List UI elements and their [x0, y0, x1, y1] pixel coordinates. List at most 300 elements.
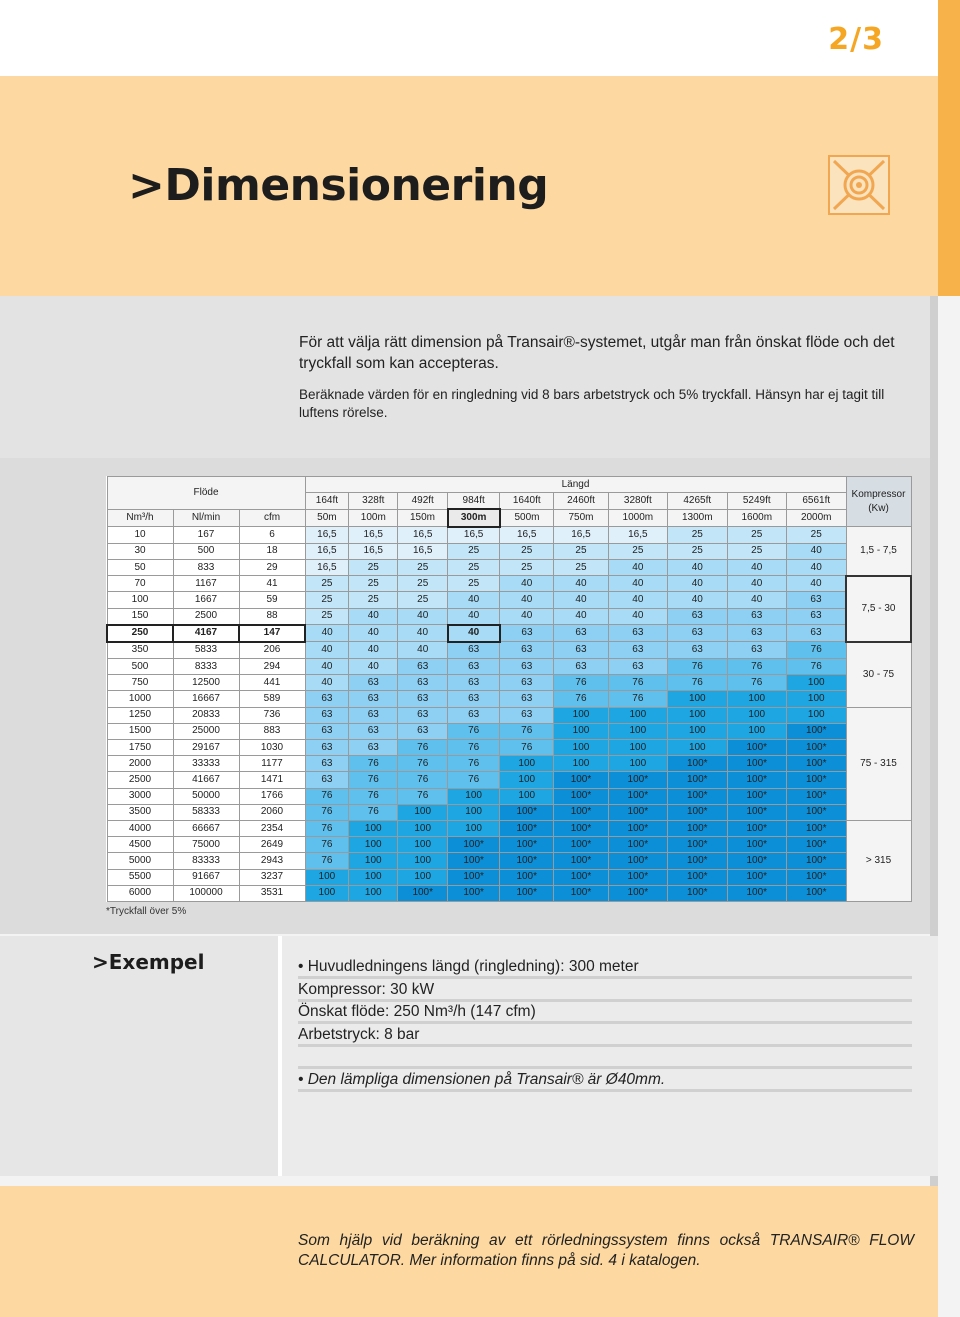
dimension-cell: 40: [500, 592, 554, 608]
dimension-cell: 25: [349, 559, 398, 575]
flow-cell: 2500: [107, 772, 173, 788]
example-line-flow: Önskat flöde: 250 Nm³/h (147 cfm): [298, 1003, 536, 1020]
flow-cell: 6000: [107, 885, 173, 901]
flow-cell: 75000: [173, 837, 239, 853]
dimension-cell: 63: [398, 659, 448, 675]
length-m-header: 2000m: [786, 509, 846, 526]
dimension-cell: 63: [608, 642, 667, 659]
dimension-cell: 16,5: [398, 527, 448, 544]
flow-cell: 3237: [239, 869, 305, 885]
dimension-cell: 100: [786, 675, 846, 691]
dimension-cell: 100*: [668, 885, 727, 901]
example-result: • Den lämpliga dimensionen på Transair® är Ø40mm.: [298, 1071, 666, 1088]
example-line-length: • Huvudledningens längd (ringledning): 300 meter: [298, 958, 639, 975]
flow-cell: 12500: [173, 675, 239, 691]
dimension-cell: 76: [448, 772, 500, 788]
dimension-cell: 40: [727, 576, 786, 592]
dimension-cell: 76: [608, 691, 667, 707]
dimension-cell: 63: [305, 723, 349, 739]
dimension-cell: 25: [668, 543, 727, 559]
dimension-cell: 100*: [668, 756, 727, 772]
table-row: [107, 885, 911, 901]
dimension-cell: 100: [608, 756, 667, 772]
dimension-cell: 40: [398, 625, 448, 642]
compressor-range-cell: 75 - 315: [846, 707, 911, 820]
dimension-cell: 63: [349, 740, 398, 756]
table-row: [107, 592, 911, 608]
dimension-cell: 40: [349, 659, 398, 675]
intro-paragraph: För att välja rätt dimension på Transair®-systemet, utgår man från önskat flöde och det tryckfall som kan accepteras.: [299, 334, 895, 372]
dimension-cell: 76: [305, 820, 349, 836]
dimension-cell: 25: [398, 592, 448, 608]
flow-cell: 1766: [239, 788, 305, 804]
dimension-cell: 100*: [398, 885, 448, 901]
dimension-cell: 100*: [448, 869, 500, 885]
dimension-cell: 40: [554, 592, 608, 608]
calculator-note: Som hjälp vid beräkning av ett rörledningssystem finns också TRANSAIR® FLOW CALCULATOR. Mer information finns på sid. 4 i katalogen.: [298, 1232, 914, 1269]
dimension-cell: 100*: [727, 885, 786, 901]
dimension-cell: 100*: [554, 788, 608, 804]
table-row: [107, 625, 911, 642]
table-row: [107, 853, 911, 869]
dimension-cell: 40: [500, 576, 554, 592]
flow-cell: 70: [107, 576, 173, 592]
dimension-cell: 25: [398, 576, 448, 592]
dimension-cell: 63: [608, 659, 667, 675]
page-title: >Dimensionering: [128, 160, 549, 211]
dimension-cell: 100*: [786, 723, 846, 739]
dimension-cell: 76: [448, 740, 500, 756]
dimension-cell: 25: [305, 576, 349, 592]
dimension-cell: 25: [305, 592, 349, 608]
dimension-cell: 100: [668, 707, 727, 723]
length-m-header: 50m: [305, 509, 349, 526]
dimension-cell: 16,5: [398, 543, 448, 559]
dimension-cell: 25: [608, 543, 667, 559]
dimension-cell: 100: [349, 837, 398, 853]
dimension-cell: 16,5: [500, 527, 554, 544]
dimension-cell: 40: [786, 576, 846, 592]
flow-cell: 4000: [107, 820, 173, 836]
dimension-cell: 100*: [786, 788, 846, 804]
dimension-cell: 40: [349, 608, 398, 625]
dimension-cell: 100: [349, 853, 398, 869]
dimension-cell: 25: [448, 559, 500, 575]
table-row: [107, 559, 911, 575]
dimension-cell: 63: [305, 772, 349, 788]
dimension-cell: 100: [398, 804, 448, 820]
compressor-range-cell: > 315: [846, 820, 911, 901]
dimension-cell: 100: [554, 740, 608, 756]
flow-cell: 1750: [107, 740, 173, 756]
table-footnote: *Tryckfall över 5%: [106, 906, 187, 917]
dimension-cell: 100*: [608, 869, 667, 885]
length-ft-header: 164ft: [305, 493, 349, 510]
dimension-cell: 63: [554, 659, 608, 675]
length-m-header: 300m: [448, 509, 500, 526]
dimension-cell: 100: [349, 820, 398, 836]
table-row: [107, 527, 911, 544]
flow-cell: 83333: [173, 853, 239, 869]
table-row: [107, 740, 911, 756]
flow-cell: 91667: [173, 869, 239, 885]
dimension-cell: 76: [554, 675, 608, 691]
dimension-cell: 63: [305, 691, 349, 707]
dimension-cell: 76: [305, 804, 349, 820]
dimension-cell: 40: [448, 625, 500, 642]
dimension-cell: 100*: [727, 740, 786, 756]
dimension-cell: 63: [448, 675, 500, 691]
dimension-cell: 100*: [727, 804, 786, 820]
dimension-cell: 25: [554, 543, 608, 559]
dimension-cell: 100*: [500, 885, 554, 901]
dimension-cell: 63: [448, 707, 500, 723]
dimension-cell: 100: [727, 707, 786, 723]
dimension-cell: 16,5: [349, 543, 398, 559]
flow-cell: 750: [107, 675, 173, 691]
flow-cell: 33333: [173, 756, 239, 772]
dimension-cell: 100*: [727, 837, 786, 853]
dimension-cell: 63: [668, 642, 727, 659]
dimension-cell: 100*: [608, 853, 667, 869]
dimension-cell: 76: [608, 675, 667, 691]
flow-cell: 59: [239, 592, 305, 608]
table-row: [107, 804, 911, 820]
length-m-header: 150m: [398, 509, 448, 526]
flow-cell: 3000: [107, 788, 173, 804]
dimension-cell: 100: [398, 869, 448, 885]
example-line-pressure: Arbetstryck: 8 bar: [298, 1026, 420, 1043]
dimension-cell: 76: [349, 804, 398, 820]
flow-cell: 294: [239, 659, 305, 675]
dimension-cell: 100*: [727, 756, 786, 772]
dimension-cell: 40: [398, 608, 448, 625]
dimension-cell: 100: [448, 788, 500, 804]
flow-cell: 1250: [107, 707, 173, 723]
flow-cell: 20833: [173, 707, 239, 723]
length-ft-header: 328ft: [349, 493, 398, 510]
dimension-cell: 76: [349, 756, 398, 772]
dimension-cell: 40: [727, 559, 786, 575]
dimension-cell: 100: [608, 707, 667, 723]
length-m-header: 1600m: [727, 509, 786, 526]
dimension-cell: 100*: [786, 853, 846, 869]
dimension-cell: 100: [448, 804, 500, 820]
dimension-cell: 100: [608, 723, 667, 739]
dimension-cell: 40: [349, 625, 398, 642]
dimension-cell: 40: [668, 559, 727, 575]
dimension-cell: 63: [398, 707, 448, 723]
flow-unit-header: cfm: [239, 509, 305, 526]
example-rule: [298, 1089, 912, 1092]
table-row: [107, 723, 911, 739]
dimension-cell: 63: [554, 642, 608, 659]
flow-unit-header: Nm³/h: [107, 509, 173, 526]
table-row: [107, 642, 911, 659]
flow-cell: 3531: [239, 885, 305, 901]
flow-cell: 4500: [107, 837, 173, 853]
dimension-cell: 100: [727, 691, 786, 707]
dimension-cell: 100: [500, 772, 554, 788]
length-ft-header: 6561ft: [786, 493, 846, 510]
flow-cell: 500: [107, 659, 173, 675]
dimension-cell: 100*: [727, 788, 786, 804]
example-line-compressor: Kompressor: 30 kW: [298, 981, 435, 998]
dimension-cell: 76: [727, 675, 786, 691]
dimension-cell: 25: [349, 592, 398, 608]
length-m-header: 500m: [500, 509, 554, 526]
top-bar: [0, 0, 938, 76]
dimension-cell: 25: [554, 559, 608, 575]
dimension-cell: 63: [668, 625, 727, 642]
length-ft-header: 4265ft: [668, 493, 727, 510]
dimension-cell: 76: [305, 853, 349, 869]
dimension-cell: 40: [305, 625, 349, 642]
dimension-cell: 100*: [668, 853, 727, 869]
example-rule: [298, 1021, 912, 1024]
dimension-cell: 63: [305, 740, 349, 756]
flow-cell: 2000: [107, 756, 173, 772]
dimension-cell: 63: [349, 707, 398, 723]
flow-cell: 736: [239, 707, 305, 723]
dimension-cell: 63: [349, 675, 398, 691]
flow-cell: 206: [239, 642, 305, 659]
dimension-cell: 100: [786, 691, 846, 707]
compressor-header: Kompressor (Kw): [846, 477, 911, 527]
dimension-cell: 100*: [786, 820, 846, 836]
table-row: [107, 788, 911, 804]
flow-cell: 250: [107, 625, 173, 642]
dimension-cell: 76: [448, 756, 500, 772]
table-row: [107, 691, 911, 707]
dimension-table: [106, 476, 912, 902]
table-row: [107, 576, 911, 592]
dimension-cell: 25: [398, 559, 448, 575]
dimension-cell: 100*: [500, 869, 554, 885]
dimension-cell: 76: [398, 740, 448, 756]
dimension-cell: 100*: [786, 804, 846, 820]
dimension-cell: 100*: [668, 772, 727, 788]
table-row: [107, 837, 911, 853]
dimension-cell: 63: [608, 625, 667, 642]
dimension-cell: 100*: [786, 885, 846, 901]
dimension-cell: 40: [398, 642, 448, 659]
dimension-cell: 63: [448, 642, 500, 659]
dimension-cell: 100: [448, 820, 500, 836]
flow-cell: 147: [239, 625, 305, 642]
dimension-cell: 63: [500, 707, 554, 723]
dimension-cell: 100*: [727, 853, 786, 869]
dimension-cell: 40: [668, 576, 727, 592]
dimension-cell: 40: [448, 608, 500, 625]
dimension-cell: 25: [349, 576, 398, 592]
dimension-cell: 76: [398, 772, 448, 788]
flow-cell: 1000: [107, 691, 173, 707]
dimension-cell: 25: [668, 527, 727, 544]
flow-cell: 66667: [173, 820, 239, 836]
dimension-cell: 100: [554, 756, 608, 772]
dimension-cell: 63: [349, 723, 398, 739]
example-rule: [298, 1066, 912, 1069]
length-m-header: 100m: [349, 509, 398, 526]
dimension-cell: 100*: [727, 772, 786, 788]
dimension-cell: 63: [398, 691, 448, 707]
dimension-cell: 100*: [554, 869, 608, 885]
dimension-cell: 76: [305, 837, 349, 853]
flow-cell: 350: [107, 642, 173, 659]
flow-cell: 100000: [173, 885, 239, 901]
dimension-cell: 63: [398, 675, 448, 691]
dimension-cell: 100*: [608, 788, 667, 804]
dimension-cell: 100*: [727, 820, 786, 836]
flow-cell: 5000: [107, 853, 173, 869]
intro-note: Beräknade värden för en ringledning vid 8 bars arbetstryck och 5% tryckfall. Hänsyn har ej tagit till luftens rörelse.: [299, 387, 885, 420]
dimension-cell: 100*: [608, 837, 667, 853]
dimension-cell: 100*: [554, 820, 608, 836]
dimension-cell: 100: [349, 885, 398, 901]
dimension-cell: 76: [727, 659, 786, 675]
table-row: [107, 756, 911, 772]
dimension-cell: 63: [398, 723, 448, 739]
flow-cell: 29: [239, 559, 305, 575]
dimension-cell: 40: [608, 608, 667, 625]
dimension-cell: 25: [786, 527, 846, 544]
flow-cell: 167: [173, 527, 239, 544]
dimension-cell: 76: [500, 723, 554, 739]
length-m-header: 1000m: [608, 509, 667, 526]
dimension-cell: 100*: [786, 756, 846, 772]
length-ft-header: 1640ft: [500, 493, 554, 510]
example-rule: [298, 999, 912, 1002]
table-row: [107, 675, 911, 691]
dimension-cell: 100: [727, 723, 786, 739]
dimension-cell: 76: [668, 675, 727, 691]
compressor-range-cell: 1,5 - 7,5: [846, 527, 911, 576]
dimension-cell: 63: [500, 659, 554, 675]
flow-cell: 50: [107, 559, 173, 575]
dimension-cell: 25: [727, 543, 786, 559]
dimension-cell: 63: [500, 691, 554, 707]
dimension-cell: 63: [448, 659, 500, 675]
dimension-cell: 76: [786, 642, 846, 659]
dimension-cell: 63: [305, 756, 349, 772]
flow-cell: 100: [107, 592, 173, 608]
dimension-cell: 63: [727, 642, 786, 659]
dimension-cell: 25: [305, 608, 349, 625]
dimension-cell: 63: [448, 691, 500, 707]
dimension-cell: 63: [500, 625, 554, 642]
dimension-cell: 100: [398, 853, 448, 869]
flow-cell: 3500: [107, 804, 173, 820]
dimension-cell: 40: [305, 675, 349, 691]
dimension-cell: 76: [398, 788, 448, 804]
dimension-cell: 40: [608, 576, 667, 592]
target-logo-icon: [828, 155, 890, 215]
dimension-cell: 76: [398, 756, 448, 772]
flow-cell: 883: [239, 723, 305, 739]
dimension-cell: 40: [727, 592, 786, 608]
dimension-cell: 100*: [668, 804, 727, 820]
dimension-cell: 76: [786, 659, 846, 675]
dimension-cell: 100*: [608, 804, 667, 820]
flow-cell: 2649: [239, 837, 305, 853]
page-number: 2/3: [828, 22, 884, 57]
dimension-cell: 100*: [786, 869, 846, 885]
dimension-cell: 100: [305, 885, 349, 901]
dimension-cell: 40: [608, 592, 667, 608]
dimension-cell: 100*: [554, 885, 608, 901]
example-separator: [278, 936, 282, 1176]
dimension-cell: 100*: [500, 853, 554, 869]
flow-cell: 25000: [173, 723, 239, 739]
length-m-header: 1300m: [668, 509, 727, 526]
flow-cell: 5500: [107, 869, 173, 885]
dimension-cell: 100: [349, 869, 398, 885]
dimension-cell: 40: [668, 592, 727, 608]
dimension-cell: 100*: [448, 853, 500, 869]
length-m-header: 750m: [554, 509, 608, 526]
dimension-cell: 76: [349, 772, 398, 788]
dimension-cell: 63: [727, 608, 786, 625]
flow-cell: 8333: [173, 659, 239, 675]
dimension-cell: 63: [786, 625, 846, 642]
dimension-cell: 40: [554, 608, 608, 625]
table-row: [107, 659, 911, 675]
flow-cell: 5833: [173, 642, 239, 659]
dimension-cell: 100*: [500, 837, 554, 853]
length-ft-header: 5249ft: [727, 493, 786, 510]
dimension-cell: 63: [500, 675, 554, 691]
dimension-cell: 25: [448, 576, 500, 592]
flow-cell: 10: [107, 527, 173, 544]
dimension-cell: 76: [668, 659, 727, 675]
flow-cell: 1667: [173, 592, 239, 608]
flow-cell: 18: [239, 543, 305, 559]
table-row: [107, 707, 911, 723]
dimension-cell: 63: [500, 642, 554, 659]
dimension-cell: 100*: [668, 820, 727, 836]
flow-cell: 441: [239, 675, 305, 691]
flow-cell: 16667: [173, 691, 239, 707]
example-rule: [298, 976, 912, 979]
dimension-cell: 100: [398, 820, 448, 836]
dimension-cell: 16,5: [554, 527, 608, 544]
dimension-cell: 100*: [500, 804, 554, 820]
dimension-cell: 16,5: [305, 559, 349, 575]
dimension-cell: 25: [448, 543, 500, 559]
dimension-cell: 100*: [554, 772, 608, 788]
compressor-range-cell: 7,5 - 30: [846, 576, 911, 642]
dimension-cell: 100*: [786, 740, 846, 756]
flow-cell: 50000: [173, 788, 239, 804]
dimension-cell: 40: [786, 559, 846, 575]
dimension-cell: 100*: [668, 837, 727, 853]
dimension-cell: 100*: [668, 788, 727, 804]
dimension-cell: 100*: [608, 772, 667, 788]
dimension-cell: 16,5: [608, 527, 667, 544]
dimension-cell: 40: [305, 659, 349, 675]
length-ft-header: 2460ft: [554, 493, 608, 510]
flow-cell: 58333: [173, 804, 239, 820]
dimension-cell: 100*: [786, 837, 846, 853]
flow-cell: 833: [173, 559, 239, 575]
dimension-cell: 100: [554, 707, 608, 723]
dimension-cell: 100*: [668, 869, 727, 885]
compressor-range-cell: 30 - 75: [846, 642, 911, 707]
length-ft-header: 3280ft: [608, 493, 667, 510]
flow-cell: 29167: [173, 740, 239, 756]
flow-cell: 1471: [239, 772, 305, 788]
